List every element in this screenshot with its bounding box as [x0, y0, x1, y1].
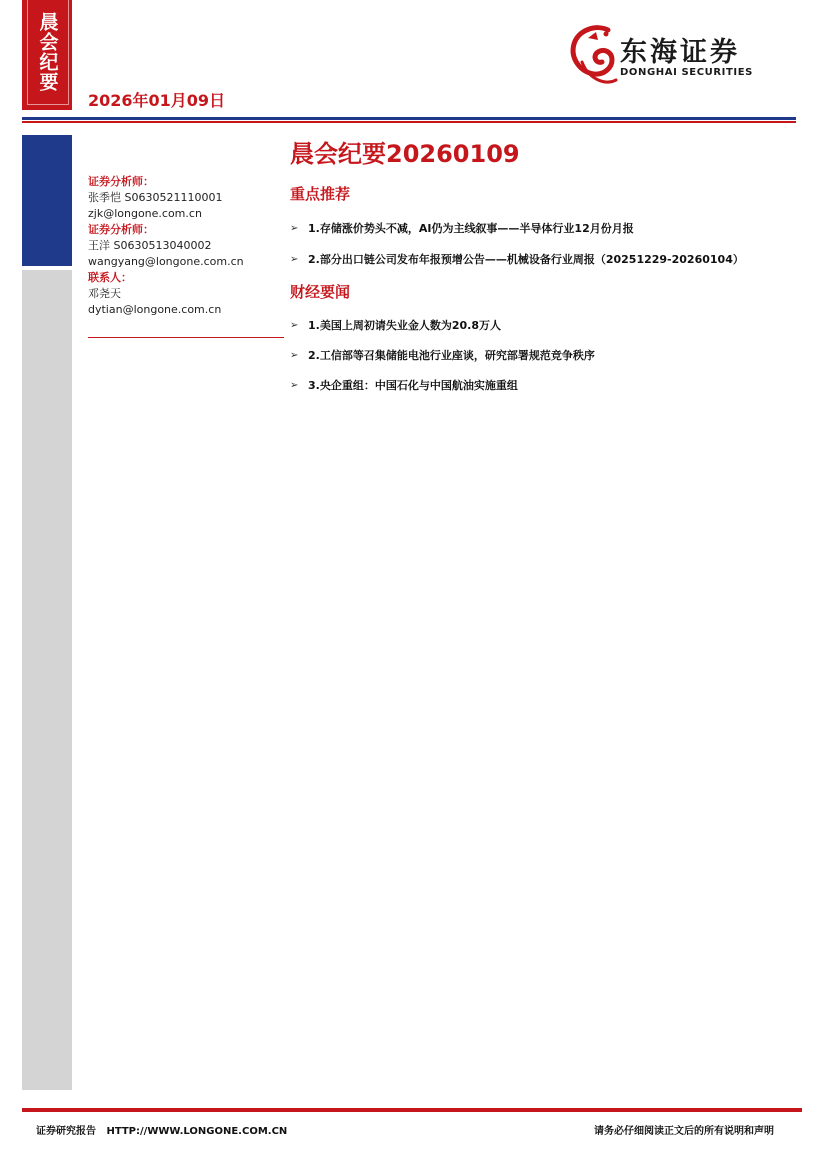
analyst-list	[88, 174, 288, 318]
analyst-role: 证券分析师：	[88, 175, 154, 188]
report-type-tag	[22, 0, 72, 110]
sidebar-blue-block	[22, 135, 72, 266]
contact-name: 邓尧天	[88, 287, 121, 300]
analyst-email[interactable]: wangyang@longone.com.cn	[88, 255, 244, 268]
analyst-email[interactable]: zjk@longone.com.cn	[88, 207, 202, 220]
report-type-tag-frame	[27, 0, 69, 105]
page-title: 晨会纪要20260109	[290, 140, 520, 168]
list-item[interactable]	[290, 317, 501, 333]
section-heading-key-recommendations: 重点推荐	[290, 185, 351, 203]
triangle-right-icon: ➢	[290, 349, 299, 361]
dragon-logo-icon	[568, 22, 620, 90]
list-item-text: 1.美国上周初请失业金人数为20.8万人	[308, 319, 501, 332]
contact-entry	[88, 270, 288, 318]
list-item[interactable]	[290, 377, 518, 393]
report-type-label: 晨会纪要	[36, 12, 59, 92]
contact-email[interactable]: dytian@longone.com.cn	[88, 303, 222, 316]
header-rule-red	[22, 121, 796, 123]
analyst-name-id: 王洋 S0630513040002	[88, 239, 212, 252]
analyst-role: 证券分析师：	[88, 223, 154, 236]
analyst-name-id: 张季恺 S0630521110001	[88, 191, 223, 204]
contact-role: 联系人：	[88, 271, 132, 284]
triangle-right-icon: ➢	[290, 379, 299, 391]
list-item[interactable]	[290, 220, 634, 236]
list-item[interactable]	[290, 347, 595, 363]
section-heading-financial-news: 财经要闻	[290, 283, 351, 301]
list-item-text: 3.央企重组：中国石化与中国航油实施重组	[308, 379, 518, 392]
triangle-right-icon: ➢	[290, 222, 299, 234]
analyst-divider	[88, 337, 284, 338]
list-item[interactable]	[290, 251, 744, 267]
footer-rule	[22, 1108, 802, 1112]
logo-english-name: DONGHAI SECURITIES	[620, 67, 753, 78]
analyst-entry	[88, 174, 288, 222]
analyst-entry	[88, 222, 288, 270]
triangle-right-icon: ➢	[290, 253, 299, 265]
footer-report-type-url[interactable]: 证券研究报告 HTTP://WWW.LONGONE.COM.CN	[36, 1126, 288, 1137]
triangle-right-icon: ➢	[290, 319, 299, 331]
list-item-text: 1.存储涨价势头不减，AI仍为主线叙事——半导体行业12月份月报	[308, 222, 634, 235]
footer-disclaimer: 请务必仔细阅读正文后的所有说明和声明	[594, 1126, 774, 1137]
list-item-text: 2.工信部等召集储能电池行业座谈，研究部署规范竞争秩序	[308, 349, 595, 362]
list-item-text: 2.部分出口链公司发布年报预增公告——机械设备行业周报（20251229-20260104）	[308, 253, 744, 266]
header-rule-blue	[22, 117, 796, 120]
logo-chinese-name: 东海证券	[620, 37, 740, 68]
report-date: 2026年01月09日	[88, 91, 226, 110]
sidebar-gray-block	[22, 270, 72, 1090]
